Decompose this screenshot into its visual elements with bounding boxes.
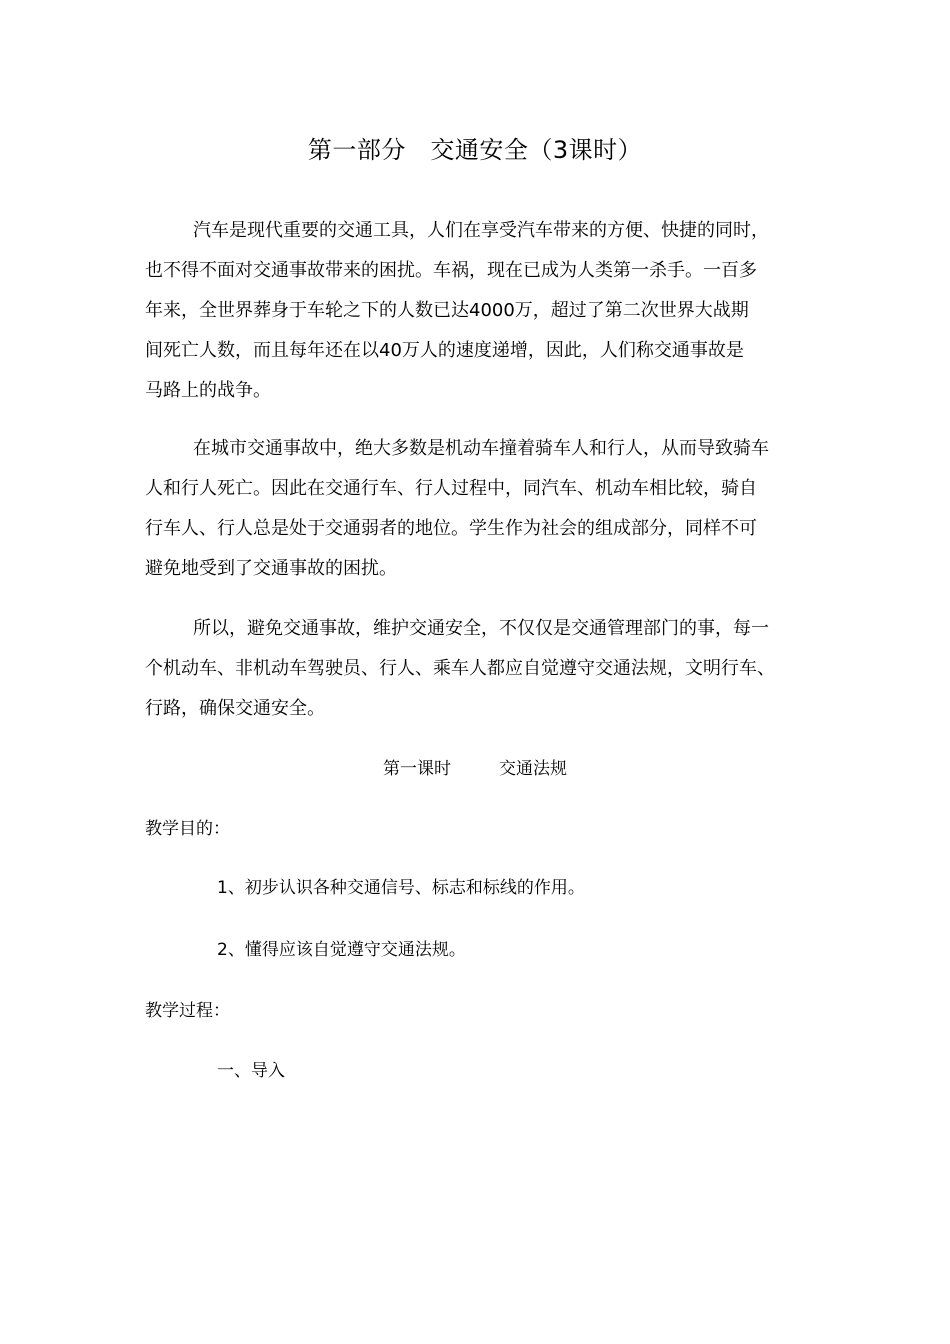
paragraph-3 [145,609,810,729]
paragraph-line: 避免地受到了交通事故的困扰。 [145,558,397,579]
paragraph-line: 行车人、行人总是处于交通弱者的地位。学生作为社会的组成部分，同样不可 [145,518,757,539]
paragraph-line: 所以，避免交通事故，维护交通安全，不仅仅是交通管理部门的事，每一 [193,618,769,639]
process-heading: 教学过程： [145,1001,230,1021]
objectives-heading: 教学目的： [145,819,230,839]
process-step: 一、导入 [217,1061,285,1081]
paragraph-line: 间死亡人数，而且每年还在以40万人的速度递增，因此，人们称交通事故是 [145,340,744,361]
lesson-name: 交通法规 [499,759,567,779]
paragraph-line: 也不得不面对交通事故带来的困扰。车祸，现在已成为人类第一杀手。一百多 [145,260,757,281]
paragraph-line: 马路上的战争。 [145,380,271,401]
paragraph-2 [145,429,810,589]
paragraph-line: 年来，全世界葬身于车轮之下的人数已达4000万，超过了第二次世界大战期 [145,300,749,321]
paragraph-line: 在城市交通事故中，绝大多数是机动车撞着骑车人和行人，从而导致骑车 [193,438,769,459]
paragraph-line: 个机动车、非机动车驾驶员、行人、乘车人都应自觉遵守交通法规，文明行车、 [145,658,775,679]
lesson-title [0,754,950,784]
paragraph-line: 行路，确保交通安全。 [145,698,325,719]
document-title: 第一部分 交通安全（3课时） [307,136,643,164]
lesson-number: 第一课时 [383,759,451,779]
paragraph-line: 人和行人死亡。因此在交通行车、行人过程中，同汽车、机动车相比较，骑自 [145,478,757,499]
objective-item: 2、懂得应该自觉遵守交通法规。 [217,940,466,960]
paragraph-1 [145,211,810,411]
paragraph-line: 汽车是现代重要的交通工具，人们在享受汽车带来的方便、快捷的同时， [193,220,769,241]
objective-item: 1、初步认识各种交通信号、标志和标线的作用。 [217,878,585,898]
